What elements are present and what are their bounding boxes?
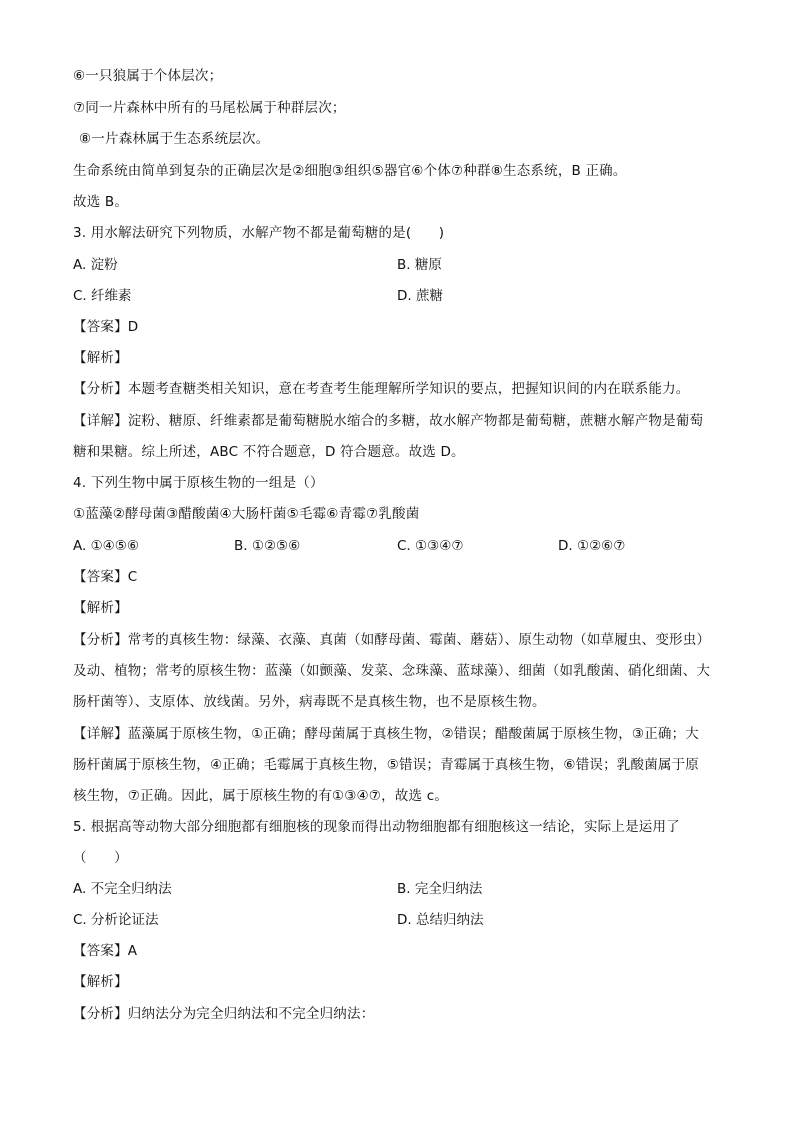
q3-jiexi-heading: 【解析】 xyxy=(73,350,128,366)
q4-detail-line: 核生物，⑦正确。因此，属于原核生物的有①③④⑦，故选 c。 xyxy=(73,788,449,804)
q5-option-d: D. 总结归纳法 xyxy=(397,912,484,928)
q3-answer: 【答案】D xyxy=(73,319,139,335)
question-4-stem: 4. 下列生物中属于原核生物的一组是（） xyxy=(73,475,324,491)
question-5-stem-bracket: （ ） xyxy=(73,850,128,866)
q3-option-c: C. 纤维素 xyxy=(73,288,132,304)
q5-option-b: B. 完全归纳法 xyxy=(397,881,483,897)
q3-detail-line: 糖和果糖。综上所述，ABC 不符合题意，D 符合题意。故选 D。 xyxy=(73,444,465,460)
q4-option-b: B. ①②⑤⑥ xyxy=(234,538,301,554)
text-line: 故选 B。 xyxy=(73,194,129,210)
q4-analysis-line: 及动、植物；常考的原核生物：蓝藻（如颤藻、发菜、念珠藻、蓝球藻）、细菌（如乳酸菌、硝化细菌、大 xyxy=(73,663,711,679)
q4-answer: 【答案】C xyxy=(73,569,138,585)
question-5-stem: 5. 根据高等动物大部分细胞都有细胞核的现象而得出动物细胞都有细胞核这一结论，实际上是运用了 xyxy=(73,819,680,835)
q4-option-d: D. ①②⑥⑦ xyxy=(558,538,626,554)
q4-option-a: A. ①④⑤⑥ xyxy=(73,538,139,554)
q4-analysis-line: 肠杆菌等）、支原体、放线菌。另外，病毒既不是真核生物，也不是原核生物。 xyxy=(73,694,546,710)
q5-jiexi-heading: 【解析】 xyxy=(73,974,128,990)
text-line: ⑦同一片森林中所有的马尾松属于种群层次； xyxy=(73,100,346,116)
q4-organism-list: ①蓝藻②酵母菌③醋酸菌④大肠杆菌⑤毛霉⑥青霉⑦乳酸菌 xyxy=(73,506,420,522)
text-line: ⑧一片森林属于生态系统层次。 xyxy=(79,131,270,147)
q4-detail-line: 【详解】蓝藻属于原核生物，①正确；酵母菌属于真核生物，②错误；醋酸菌属于原核生物，③正确；大 xyxy=(73,726,700,742)
q4-jiexi-heading: 【解析】 xyxy=(73,600,128,616)
text-line: 生命系统由简单到复杂的正确层次是②细胞③组织⑤器官⑥个体⑦种群⑧生态系统，B 正确。 xyxy=(73,163,627,179)
q5-option-c: C. 分析论证法 xyxy=(73,912,159,928)
q3-detail-line: 【详解】淀粉、糖原、纤维素都是葡萄糖脱水缩合的多糖，故水解产物都是葡萄糖，蔗糖水解产物是葡萄 xyxy=(73,413,704,429)
q4-detail-line: 肠杆菌属于原核生物，④正确；毛霉属于真核生物，⑤错误；青霉属于真核生物，⑥错误；乳酸菌属于原 xyxy=(73,757,700,773)
q3-option-b: B. 糖原 xyxy=(397,257,442,273)
q3-option-a: A. 淀粉 xyxy=(73,257,118,273)
q5-answer: 【答案】A xyxy=(73,943,138,959)
q4-analysis-line: 【分析】常考的真核生物：绿藻、衣藻、真菌（如酵母菌、霉菌、蘑菇）、原生动物（如草履虫、变形虫） xyxy=(73,632,711,648)
q3-analysis: 【分析】本题考查糖类相关知识，意在考查考生能理解所学知识的要点，把握知识间的内在联系能力。 xyxy=(73,381,690,397)
question-3-stem: 3. 用水解法研究下列物质，水解产物不都是葡萄糖的是( ) xyxy=(73,225,445,241)
q5-option-a: A. 不完全归纳法 xyxy=(73,881,172,897)
text-line: ⑥一只狼属于个体层次； xyxy=(73,68,223,84)
q5-analysis: 【分析】归纳法分为完全归纳法和不完全归纳法： xyxy=(73,1006,375,1022)
q4-option-c: C. ①③④⑦ xyxy=(397,538,464,554)
q3-option-d: D. 蔗糖 xyxy=(397,288,443,304)
